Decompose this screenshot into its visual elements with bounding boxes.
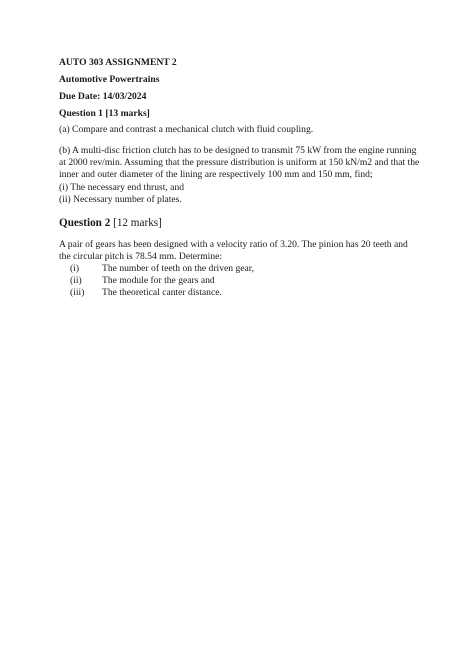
list-item-text: The module for the gears and (102, 275, 215, 287)
question-1-part-b (59, 145, 429, 206)
list-item (59, 263, 429, 275)
intro-line: the circular pitch is 78.54 mm. Determine: (59, 251, 223, 263)
list-item (59, 287, 429, 299)
question-2-intro (59, 239, 429, 263)
list-item-number: (ii) (70, 275, 82, 287)
question-2-list (59, 263, 429, 300)
question-2-label: Question 2 (59, 217, 111, 229)
list-item-text: The theoretical canter distance. (102, 287, 222, 299)
part-b-item: (i) The necessary end thrust, and (59, 181, 185, 193)
question-2-heading (59, 216, 429, 230)
part-b-item: (ii) Necessary number of plates. (59, 193, 182, 205)
assignment-title: AUTO 303 ASSIGNMENT 2 (59, 57, 177, 68)
part-b-line: at 2000 rev/min. Assuming that the pressure distribution is uniform at 150 kN/m2 and that the (59, 157, 420, 169)
intro-line: A pair of gears has been designed with a velocity ratio of 3.20. The pinion has 20 teeth and (59, 239, 408, 250)
list-item-number: (i) (70, 263, 80, 274)
question-1-heading: Question 1 [13 marks] (59, 108, 150, 119)
course-name: Automotive Powertrains (59, 74, 160, 85)
due-date: Due Date: 14/03/2024 (59, 91, 147, 102)
question-1-part-a: (a) Compare and contrast a mechanical clutch with fluid coupling. (59, 124, 314, 135)
list-item-text: The number of teeth on the driven gear, (102, 263, 254, 274)
part-b-line: (b) A multi-disc friction clutch has to be designed to transmit 75 kW from the engine running (59, 145, 417, 156)
part-b-line: inner and outer diameter of the lining are respectively 100 mm and 150 mm, find; (59, 169, 373, 181)
list-item-number: (iii) (70, 287, 85, 299)
list-item (59, 275, 429, 287)
question-2-marks: [12 marks] (110, 217, 162, 229)
